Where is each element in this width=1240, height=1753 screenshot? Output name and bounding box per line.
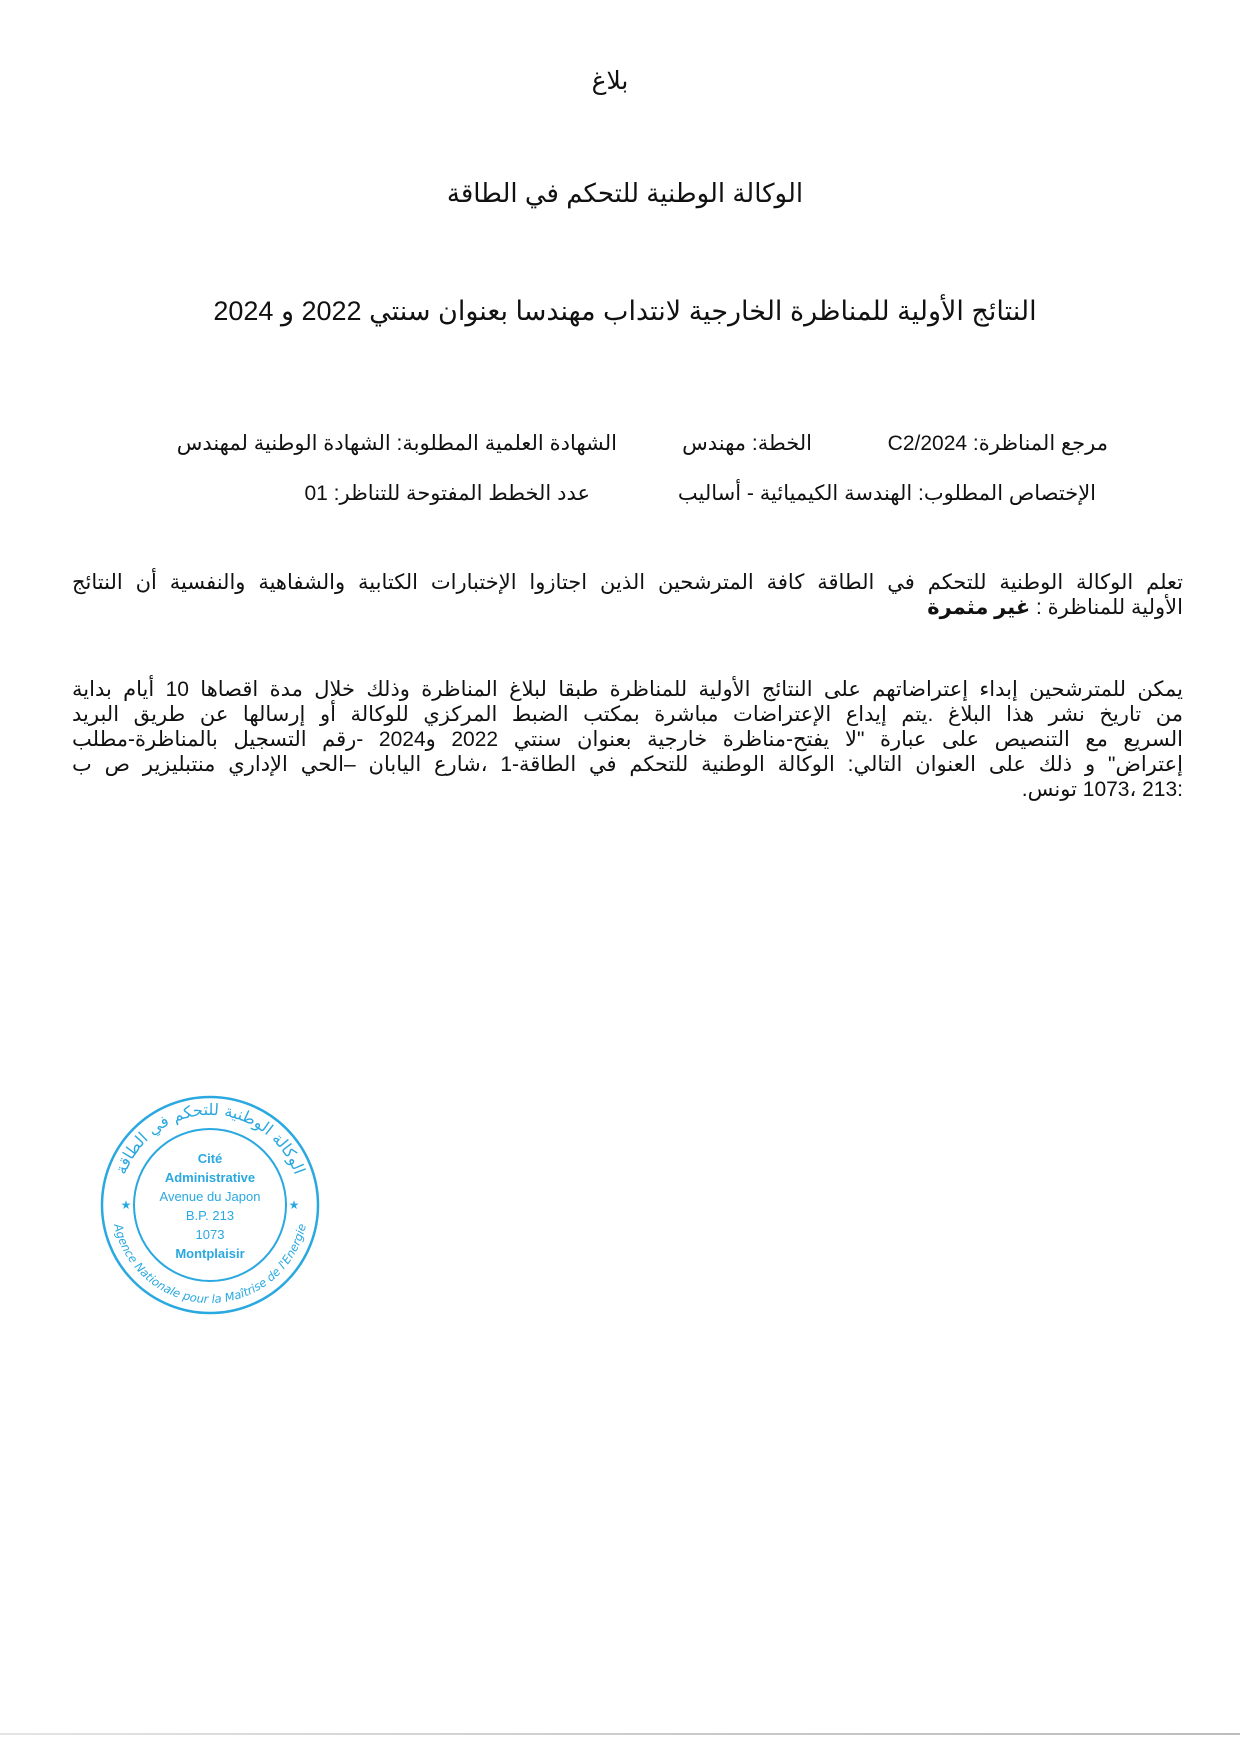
- stamp-line: Montplaisir: [175, 1246, 245, 1261]
- paragraph-line: إعتراض" و ذلك على العنوان التالي: الوكالة الوطنية للتحكم في الطاقة-1 ،شارع اليابان –الحي الإداري منتبليزير ص ب: [72, 753, 1183, 776]
- stamp-line: Avenue du Japon: [159, 1189, 261, 1204]
- stamp-line: 1073: [195, 1227, 225, 1242]
- competition-reference-value: C2/2024: [887, 432, 968, 455]
- paragraph-line-text: الأولية للمناظرة :: [1030, 596, 1183, 619]
- official-stamp: [98, 1093, 322, 1317]
- notice-heading: بلاغ: [591, 67, 629, 95]
- paragraph-line: [72, 595, 1183, 620]
- star-icon: ★: [288, 1198, 300, 1212]
- paragraph-line: تعلم الوكالة الوطنية للتحكم في الطاقة كافة المترشحين الذين اجتازوا الإختبارات الكتابية والشفاهية والنفسية أن النتائج: [72, 571, 1183, 594]
- paragraph-line: يمكن للمترشحين إبداء إعتراضاتهم على النتائج الأولية للمناظرة طبقا لبلاغ المناظرة وذلك خلال مدة اقصاها 10 أيام بداية: [72, 678, 1183, 701]
- stamp-line: Administrative: [164, 1170, 256, 1185]
- open-positions-field: عدد الخطط المفتوحة للتناظر: 01: [304, 482, 590, 505]
- agency-heading: الوكالة الوطنية للتحكم في الطاقة: [446, 178, 804, 208]
- stamp-line: Cité: [197, 1151, 223, 1166]
- competition-reference: [888, 431, 1108, 456]
- objection-paragraph: [72, 677, 1183, 802]
- stamp-arabic-text: الوكالة الوطنية للتحكم في الطاقة: [111, 1099, 310, 1177]
- stamp-french-text: Agence Nationale pour la Maîtrise de l'Energie: [111, 1222, 309, 1307]
- scan-edge-line: [0, 1733, 1240, 1735]
- result-status: غير مثمرة: [927, 596, 1031, 619]
- competition-reference-label: مرجع المناظرة:: [972, 432, 1108, 455]
- announcement-paragraph: [72, 570, 1183, 620]
- paragraph-line: السريع مع التنصيص على عبارة "لا يفتح-مناظرة خارجية بعنوان سنتي 2022 و2024 -رقم التسجيل بالمناظرة-مطلب: [72, 728, 1183, 751]
- required-degree-field: الشهادة العلمية المطلوبة: الشهادة الوطنية لمهندس: [176, 432, 617, 455]
- stamp-center-text: [160, 1151, 261, 1261]
- stamp-line: B.P. 213: [185, 1208, 235, 1223]
- stamp-rings: [102, 1097, 318, 1313]
- plan-field: الخطة: مهندس: [682, 432, 812, 455]
- required-specialty-field: الإختصاص المطلوب: الهندسة الكيميائية - أساليب: [677, 482, 1096, 505]
- results-title: النتائج الأولية للمناظرة الخارجية لانتداب مهندسا بعنوان سنتي 2022 و 2024: [213, 296, 1037, 326]
- paragraph-line: :213 ،1073 تونس.: [1021, 778, 1183, 801]
- paragraph-line: من تاريخ نشر هذا البلاغ .يتم إيداع الإعتراضات مباشرة بمكتب الضبط المركزي للوكالة أو إرسالها عن طريق البريد: [72, 703, 1183, 726]
- star-icon: ★: [120, 1198, 132, 1212]
